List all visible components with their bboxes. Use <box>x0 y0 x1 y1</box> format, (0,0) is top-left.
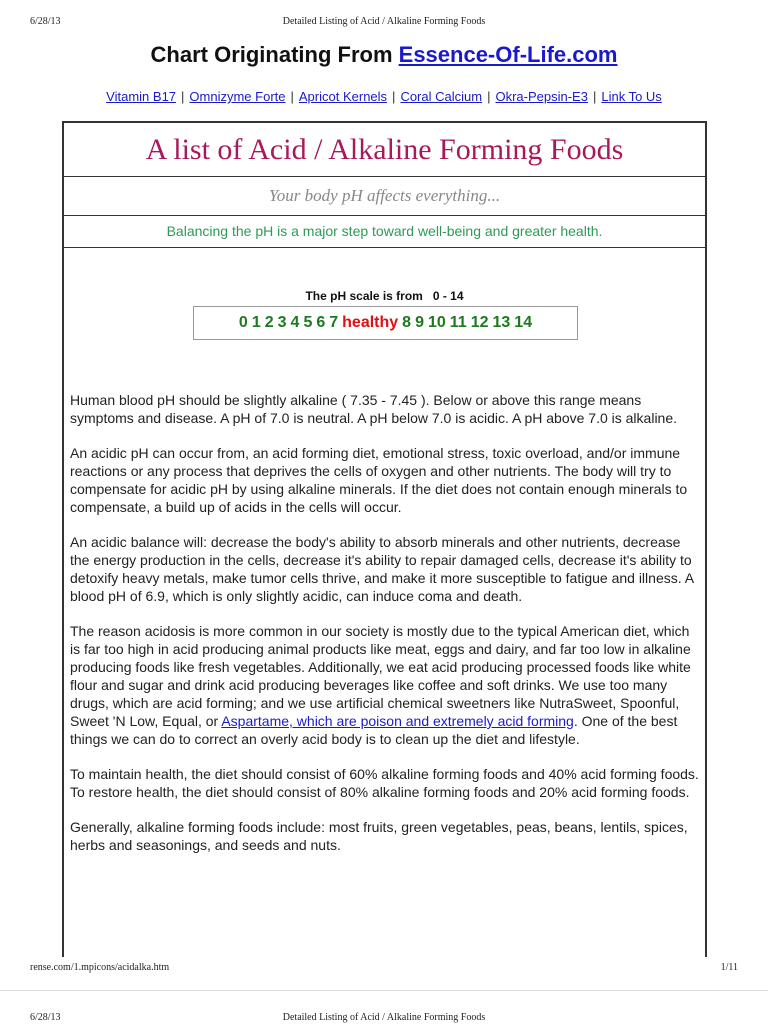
link-coral-calcium[interactable]: Coral Calcium <box>400 89 483 104</box>
origin-link[interactable]: Essence-Of-Life.com <box>398 42 618 67</box>
print-title: Detailed Listing of Acid / Alkaline Forming Foods <box>282 16 486 27</box>
ph-number: 9 <box>415 314 424 331</box>
aspartame-link[interactable]: Aspartame, which are poison and extremely acid forming <box>221 713 574 729</box>
title-row <box>64 123 705 177</box>
ph-number: 4 <box>290 314 300 331</box>
ph-caption: The pH scale is from 0 - 14 <box>305 289 464 303</box>
print-title: Detailed Listing of Acid / Alkaline Forming Foods <box>282 1012 486 1023</box>
link-apricot-kernels[interactable]: Apricot Kernels <box>298 89 388 104</box>
ph-number: 6 <box>316 314 326 331</box>
ph-number: 3 <box>277 314 287 331</box>
ph-number: 0 <box>238 314 248 331</box>
paragraph-alkaline-foods: Generally, alkaline forming foods include: most fruits, green vegetables, peas, beans, lentils, spices, herbs and seasonings, and seeds and nuts. <box>70 819 688 853</box>
ph-number: 7 <box>329 314 339 331</box>
ph-number: 2 <box>264 314 274 331</box>
tagline-row <box>64 177 705 216</box>
page-title: A list of Acid / Alkaline Forming Foods <box>145 133 624 166</box>
print-date: 6/28/13 <box>30 16 61 27</box>
paragraph-blood-ph: Human blood pH should be slightly alkaline ( 7.35 - 7.45 ). Below or above this range means symptoms and disease. A pH of 7.0 is neutral. A pH below 7.0 is acidic. A pH above 7.0 is alkaline. <box>70 392 678 426</box>
print-header <box>30 16 738 30</box>
link-vitamin-b17[interactable]: Vitamin B17 <box>106 89 177 104</box>
ph-number: 10 <box>427 314 446 331</box>
paragraph-acidosis-reason: The reason acidosis is more common in our society is mostly due to the typical American diet, which is far too high in acid producing animal products like meat, eggs and dairy, and far too low in alkaline producing foods like fresh vegetables. Additionally, we eat acid producing processed foods like white flour and sugar and drink acid producing beverages like coffee and soft drinks. We use too many drugs, which are acid forming; and we use artificial chemical sweetners like NutraSweet, Spoonful, Sweet 'N Low, Equal, or Aspartame, which are poison and extremely acid forming. One of the best things we can do to correct an overly acid body is to clean up the diet and lifestyle. <box>70 623 691 747</box>
balance-row <box>64 216 705 248</box>
ph-number: 13 <box>492 314 511 331</box>
ph-number: 14 <box>514 314 533 331</box>
paragraph-acidic-effects: An acidic balance will: decrease the body's ability to absorb minerals and other nutrients, decrease the energy production in the cells, decrease it's ability to repair damaged cells, decrease it's ability to detoxify heavy metals, make tumor cells thrive, and make it more susceptible to fatigue and illness. A blood pH of 6.9, which is only slightly acidic, can induce coma and death. <box>70 534 694 604</box>
print-date: 6/28/13 <box>30 1012 61 1023</box>
origin-prefix: Chart Originating From <box>150 42 399 67</box>
ph-number: 1 <box>251 314 261 331</box>
print-header-next-page <box>30 1012 738 1024</box>
print-footer <box>30 962 738 976</box>
page-divider <box>0 990 768 991</box>
print-url: rense.com/1.mpicons/acidalka.htm <box>30 962 170 973</box>
origin-heading <box>0 42 768 68</box>
ph-number: 8 <box>402 314 412 331</box>
ph-number: 12 <box>470 314 489 331</box>
print-page-number: 1/11 <box>720 962 738 973</box>
link-omnizyme-forte[interactable]: Omnizyme Forte <box>189 89 286 104</box>
ph-healthy-label: healthy <box>342 314 399 331</box>
content-box <box>62 121 707 957</box>
top-links: Vitamin B17 | Omnizyme Forte | Apricot Kernels | Coral Calcium | Okra-Pepsin-E3 | Link To Us <box>106 89 662 104</box>
link-to-us[interactable]: Link To Us <box>601 89 662 104</box>
body-text <box>70 391 699 871</box>
ph-number: 5 <box>303 314 313 331</box>
paragraph-diet-ratio: To maintain health, the diet should consist of 60% alkaline forming foods and 40% acid forming foods. To restore health, the diet should consist of 80% alkaline forming foods and 20% acid forming foods. <box>70 766 699 800</box>
ph-number: 11 <box>449 314 467 331</box>
balance-text: Balancing the pH is a major step toward well-being and greater health. <box>166 223 603 239</box>
tagline: Your body pH affects everything... <box>268 186 501 205</box>
paragraph-acidic-causes: An acidic pH can occur from, an acid forming diet, emotional stress, toxic overload, and/or immune reactions or any process that deprives the cells of oxygen and other nutrients. The body will try to compensate for acidic pH by using alkaline minerals. If the diet does not contain enough minerals to compensate, a build up of acids in the cells will occur. <box>70 445 688 515</box>
link-okra-pepsin[interactable]: Okra-Pepsin-E3 <box>495 89 588 104</box>
ph-scale <box>193 306 578 340</box>
